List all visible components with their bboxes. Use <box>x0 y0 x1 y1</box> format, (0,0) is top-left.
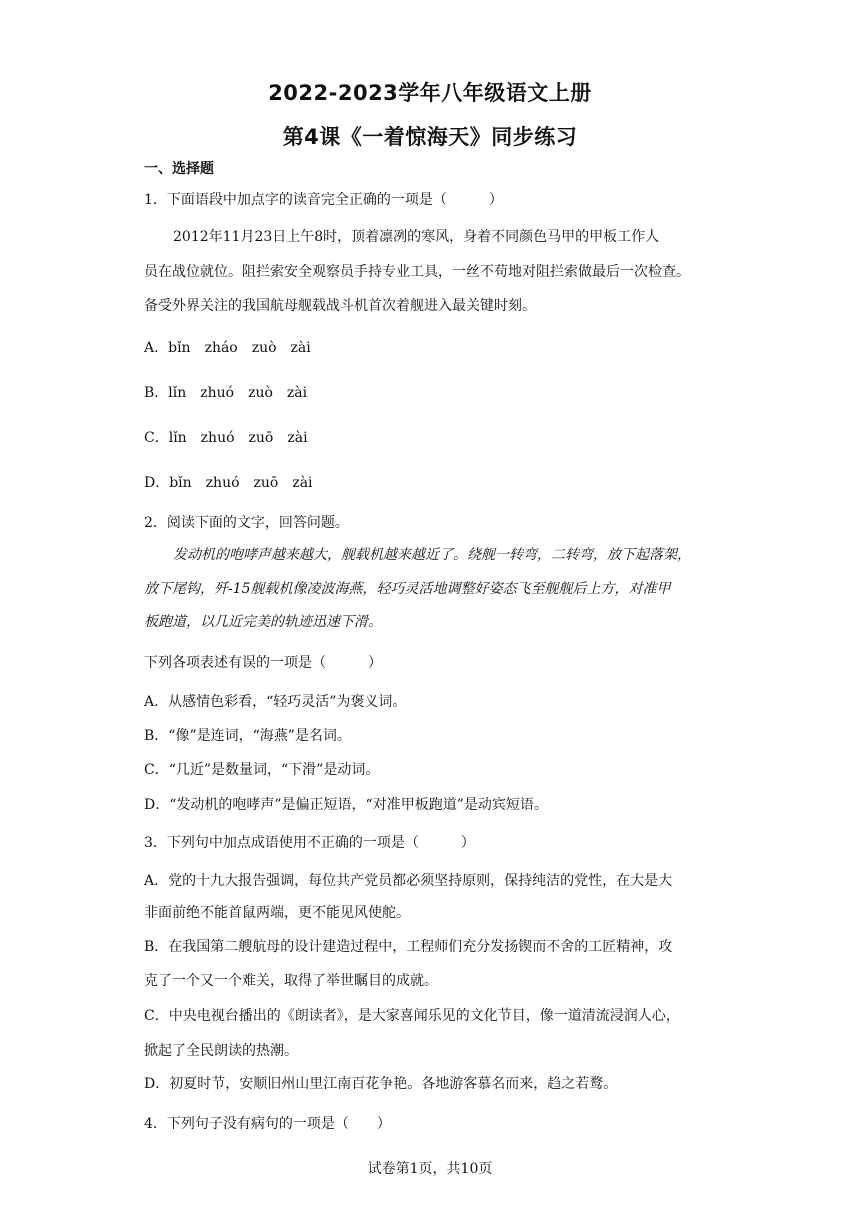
question-1-stem: 1．下面语段中加点字的读音完全正确的一项是（ ） <box>144 192 503 208</box>
question-2-passage-line-3: 板跑道，以几近完美的轨迹迅速下滑。 <box>144 614 382 630</box>
question-2-passage-line-2: 放下尾钩，歼-15舰载机像凌波海燕，轻巧灵活地调整好姿态飞至舰舰后上方，对准甲 <box>144 581 671 597</box>
question-3-option-c-line-1: C．中央电视台播出的《朗读者》，是大家喜闻乐见的文化节目，像一道清流浸润人心， <box>144 1008 680 1024</box>
question-1-option-b: B．lǐn zhuó zuò zài <box>144 385 308 401</box>
question-3-option-b-line-1: B．在我国第二艘航母的设计建造过程中，工程师们充分发扬锲而不舍的工匠精神，攻 <box>144 939 673 955</box>
question-2-stem: 2．阅读下面的文字，回答问题。 <box>144 515 349 531</box>
question-1-passage-line-1: 2012年11月23日上午8时，顶着凛冽的寒风，身着不同颜色马甲的甲板工作人 <box>173 229 660 245</box>
question-3-option-b-line-2: 克了一个又一个难关，取得了举世瞩目的成就。 <box>144 973 438 989</box>
question-1-passage-line-3: 备受外界关注的我国航母舰载战斗机首次着舰进入最关键时刻。 <box>144 298 536 314</box>
question-3-option-a-line-1: A．党的十九大报告强调，每位共产党员都必须坚持原则，保持纯洁的党性，在大是大 <box>144 873 673 889</box>
question-1-option-d: D．bǐn zhuó zuō zài <box>144 475 313 491</box>
document-title: 2022-2023学年八年级语文上册 <box>268 81 592 105</box>
question-2-sub-stem: 下列各项表述有误的一项是（ ） <box>144 655 382 671</box>
lesson-title: 第4课《一着惊海天》同步练习 <box>282 125 578 149</box>
section-heading: 一、选择题 <box>144 161 214 177</box>
page-footer: 试卷第1页，共10页 <box>367 1161 493 1177</box>
question-3-option-a-line-2: 非面前绝不能首鼠两端，更不能见风使舵。 <box>144 905 410 921</box>
question-2-option-b: B．“像”是连词，“海燕”是名词。 <box>144 728 351 744</box>
question-2-option-a: A．从感情色彩看，“轻巧灵活”为褒义词。 <box>144 694 407 710</box>
question-1-option-a: A．bǐn zháo zuò zài <box>144 340 311 356</box>
question-3-option-c-line-2: 掀起了全民朗读的热潮。 <box>144 1043 298 1059</box>
question-2-passage-line-1: 发动机的咆哮声越来越大，舰载机越来越近了。绕舰一转弯，二转弯，放下起落架， <box>173 547 691 563</box>
question-3-stem: 3．下列句中加点成语使用不正确的一项是（ ） <box>144 835 475 851</box>
question-4-stem: 4．下列句子没有病句的一项是（ ） <box>144 1116 391 1132</box>
question-1-option-c: C．lǐn zhuó zuō zài <box>144 430 308 446</box>
question-2-option-c: C．“几近”是数量词，“下滑”是动词。 <box>144 762 380 778</box>
question-2-option-d: D．“发动机的咆哮声”是偏正短语，“对准甲板跑道”是动宾短语。 <box>144 797 548 813</box>
question-1-passage-line-2: 员在战位就位。阻拦索安全观察员手持专业工具，一丝不苟地对阻拦索做最后一次检查。 <box>144 264 690 280</box>
question-3-option-d: D．初夏时节，安顺旧州山里江南百花争艳。各地游客慕名而来，趋之若鹜。 <box>144 1076 618 1092</box>
